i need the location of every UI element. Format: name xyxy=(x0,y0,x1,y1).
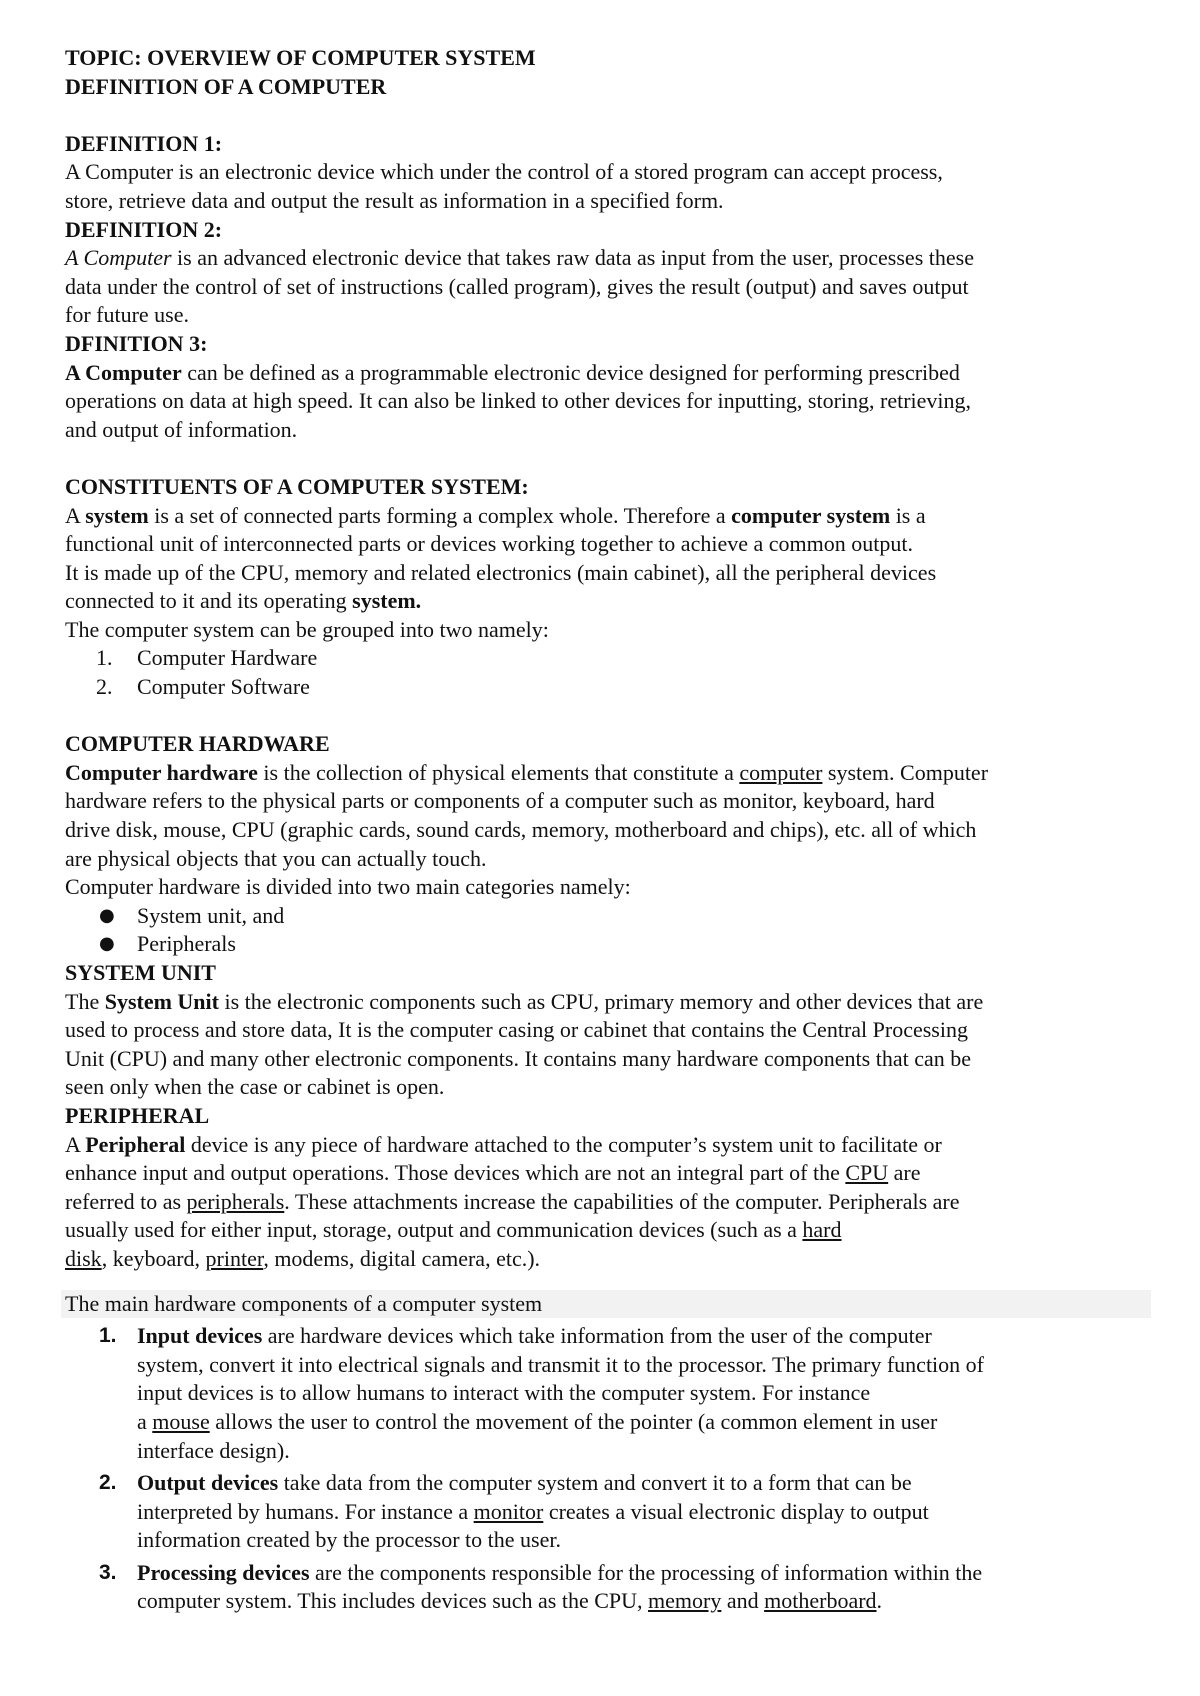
peripheral-line xyxy=(65,1159,1155,1188)
text-run: referred to as xyxy=(65,1188,187,1214)
definition-1-line: store, retrieve data and output the result as information in a specified form. xyxy=(65,187,724,213)
constituents-line: functional unit of interconnected parts or devices working together to achieve a common output. xyxy=(65,531,913,557)
link-monitor[interactable]: monitor xyxy=(473,1498,544,1524)
peripheral-heading: PERIPHERAL xyxy=(65,1102,210,1128)
text-run: and xyxy=(721,1588,765,1614)
system-unit-line: seen only when the case or cabinet is open. xyxy=(65,1074,445,1100)
system-unit-line xyxy=(65,988,1155,1017)
text-run: The xyxy=(65,988,105,1014)
list-item-text: Computer Hardware xyxy=(137,645,318,671)
spacer xyxy=(65,702,1155,731)
list-number: 2. xyxy=(96,674,113,700)
peripheral-line xyxy=(65,1188,1155,1217)
item-line: interface design). xyxy=(137,1437,290,1463)
text-run: . xyxy=(876,1588,883,1614)
text-run: a xyxy=(137,1408,153,1434)
bullet-item xyxy=(65,930,1155,959)
spacer xyxy=(65,1274,1155,1284)
link-peripherals[interactable]: peripherals xyxy=(186,1188,285,1214)
term-processing-devices: Processing devices xyxy=(137,1559,310,1585)
text-run: allows the user to control the movement of the pointer (a common element in user xyxy=(209,1408,938,1434)
constituents-line: It is made up of the CPU, memory and related electronics (main cabinet), all the peripheral devices xyxy=(65,559,937,585)
peripheral-line xyxy=(65,1131,1155,1160)
numbered-item-processing xyxy=(65,1559,1155,1616)
peripheral-line xyxy=(65,1216,1155,1245)
text-run: connected to it and its operating xyxy=(65,588,353,614)
system-unit-heading: SYSTEM UNIT xyxy=(65,960,216,985)
constituents-line xyxy=(65,502,1155,531)
link-hard-disk[interactable]: disk xyxy=(65,1245,102,1271)
bullet-text: System unit, and xyxy=(137,902,285,928)
list-item-text: Computer Software xyxy=(137,674,310,700)
list-number: 1. xyxy=(99,1324,117,1348)
item-line xyxy=(137,1587,1155,1616)
list-item xyxy=(65,644,1155,673)
link-cpu[interactable]: CPU xyxy=(845,1160,889,1186)
term-output-devices: Output devices xyxy=(137,1470,279,1496)
definition-3-line xyxy=(65,359,1155,388)
text-run: . These attachments increase the capabilities of the computer. Peripherals are xyxy=(284,1188,960,1214)
text-run: interpreted by humans. For instance a xyxy=(137,1498,474,1524)
definition-2-line xyxy=(65,244,1155,273)
term-input-devices: Input devices xyxy=(137,1323,263,1349)
text-run: are hardware devices which take information from the user of the computer xyxy=(262,1323,932,1349)
list-number: 3. xyxy=(99,1560,117,1584)
definition-3-heading: DFINITION 3: xyxy=(65,330,208,356)
definition-1-heading: DEFINITION 1: xyxy=(65,130,223,156)
text-run: is the collection of physical elements that constitute a xyxy=(257,759,740,785)
text-run: take data from the computer system and convert it to a form that can be xyxy=(278,1470,912,1496)
text-run: , modems, digital camera, etc.). xyxy=(263,1245,541,1271)
text-run: , keyboard, xyxy=(101,1245,206,1271)
link-memory[interactable]: memory xyxy=(648,1588,722,1614)
definition-1-line: A Computer is an electronic device which under the control of a stored program can accept process, xyxy=(65,159,943,185)
text-run: usually used for either input, storage, output and communication devices (such as a xyxy=(65,1217,803,1243)
term-computer-hardware: Computer hardware xyxy=(65,759,258,785)
definition-3-line: operations on data at high speed. It can also be linked to other devices for inputting, storing, retrieving, xyxy=(65,388,972,414)
definition-3-term: A Computer xyxy=(65,359,182,385)
document-page xyxy=(65,44,1155,1620)
hardware-heading: COMPUTER HARDWARE xyxy=(65,731,330,757)
definition-heading: DEFINITION OF A COMPUTER xyxy=(65,73,387,99)
text-run: is the electronic components such as CPU, primary memory and other devices that are xyxy=(218,988,984,1014)
hardware-line: Computer hardware is divided into two main categories namely: xyxy=(65,874,631,900)
bullet-text: Peripherals xyxy=(137,931,236,957)
definition-2-line: for future use. xyxy=(65,302,190,328)
text-run: is a set of connected parts forming a complex whole. Therefore a xyxy=(148,502,732,528)
bullet-icon: ● xyxy=(99,904,115,926)
text-run: is a xyxy=(890,502,926,528)
hardware-line: are physical objects that you can actually touch. xyxy=(65,845,487,871)
item-line xyxy=(137,1408,1155,1437)
bullet-item xyxy=(65,902,1155,931)
definition-3-line: and output of information. xyxy=(65,416,298,442)
text-run: device is any piece of hardware attached to the computer’s system unit to facilitate or xyxy=(185,1131,942,1157)
list-number: 2. xyxy=(99,1471,117,1495)
item-line xyxy=(137,1469,1155,1498)
numbered-item-output xyxy=(65,1469,1155,1555)
list-item xyxy=(65,673,1155,702)
main-components-heading: The main hardware components of a computer system xyxy=(61,1290,1151,1319)
system-unit-line: used to process and store data, It is the computer casing or cabinet that contains the Central Processing xyxy=(65,1017,968,1043)
item-line xyxy=(137,1498,1155,1527)
link-hard-disk[interactable]: hard xyxy=(802,1217,842,1243)
constituents-heading: CONSTITUENTS OF A COMPUTER SYSTEM: xyxy=(65,473,529,499)
link-printer[interactable]: printer xyxy=(205,1245,264,1271)
definition-2-text: is an advanced electronic device that takes raw data as input from the user, processes these xyxy=(171,245,974,271)
term-system-unit: System Unit xyxy=(104,988,219,1014)
item-line: information created by the processor to the user. xyxy=(137,1527,561,1553)
text-run: A xyxy=(65,502,86,528)
term-peripheral: Peripheral xyxy=(85,1131,186,1157)
link-mouse[interactable]: mouse xyxy=(152,1408,210,1434)
bullet-icon: ● xyxy=(99,933,115,955)
definition-3-text: can be defined as a programmable electronic device designed for performing prescribed xyxy=(181,359,960,385)
spacer xyxy=(65,444,1155,473)
text-run: are xyxy=(888,1160,921,1186)
term-system: system. xyxy=(352,588,422,614)
link-computer[interactable]: computer xyxy=(739,759,823,785)
hardware-line: drive disk, mouse, CPU (graphic cards, sound cards, memory, motherboard and chips), etc. all of which xyxy=(65,817,977,843)
item-line: input devices is to allow humans to interact with the computer system. For instance xyxy=(137,1380,871,1406)
constituents-line: The computer system can be grouped into two namely: xyxy=(65,616,549,642)
text-run: are the components responsible for the processing of information within the xyxy=(309,1559,983,1585)
system-unit-line: Unit (CPU) and many other electronic components. It contains many hardware components that can be xyxy=(65,1045,972,1071)
text-run: A xyxy=(65,1131,86,1157)
spacer xyxy=(65,101,1155,130)
link-motherboard[interactable]: motherboard xyxy=(764,1588,877,1614)
text-run: creates a visual electronic display to output xyxy=(543,1498,929,1524)
constituents-line xyxy=(65,587,1155,616)
text-run: enhance input and output operations. Those devices which are not an integral part of the xyxy=(65,1160,846,1186)
definition-2-term: A Computer xyxy=(65,245,172,271)
peripheral-line xyxy=(65,1245,1155,1274)
term-computer-system: computer system xyxy=(731,502,891,528)
item-line xyxy=(137,1322,1155,1351)
definition-2-heading: DEFINITION 2: xyxy=(65,216,223,242)
text-run: system. Computer xyxy=(822,759,989,785)
item-line xyxy=(137,1559,1155,1588)
list-number: 1. xyxy=(96,645,113,671)
numbered-item-input xyxy=(65,1322,1155,1465)
topic-heading: TOPIC: OVERVIEW OF COMPUTER SYSTEM xyxy=(65,45,536,70)
item-line: system, convert it into electrical signals and transmit it to the processor. The primary function of xyxy=(137,1351,984,1377)
term-system: system xyxy=(85,502,149,528)
hardware-line xyxy=(65,759,1155,788)
definition-2-line: data under the control of set of instructions (called program), gives the result (output) and saves output xyxy=(65,273,969,299)
text-run: computer system. This includes devices such as the CPU, xyxy=(137,1588,649,1614)
hardware-line: hardware refers to the physical parts or components of a computer such as monitor, keyboard, hard xyxy=(65,788,935,814)
